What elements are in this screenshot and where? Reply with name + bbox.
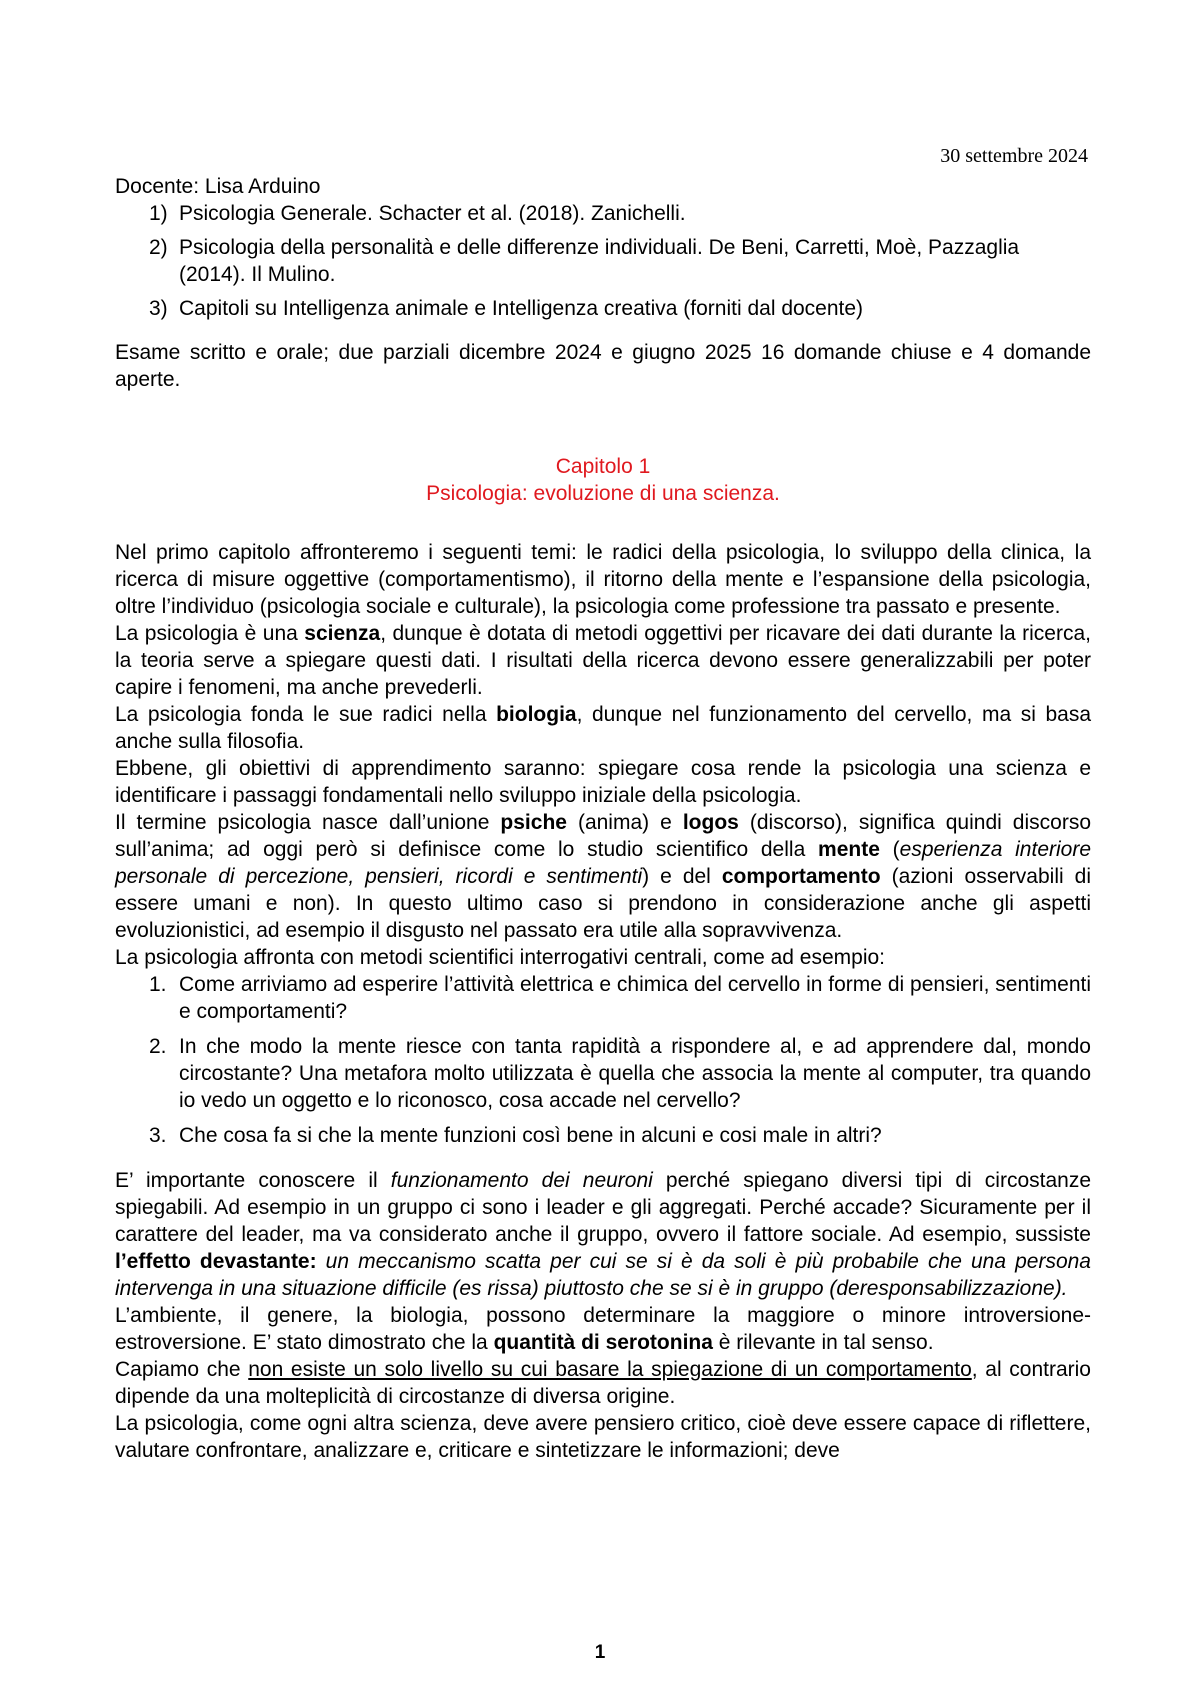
text-run: L’ambiente, il genere, la biologia, possono determinare la maggiore o minore introversione-estroversione. E’ stato dimostrato che la — [115, 1304, 1091, 1354]
bold-term: l’effetto devastante: — [115, 1250, 317, 1273]
bold-term: comportamento — [721, 865, 881, 888]
bold-term: scienza — [304, 622, 381, 645]
list-number: 1) — [149, 202, 168, 225]
list-item — [115, 234, 1091, 288]
italic-text: esperienza interiore personale di percezione, pensieri, ricordi e sentimenti — [115, 838, 1092, 888]
bold-term: psiche — [500, 811, 567, 834]
paragraph-neurons — [115, 1167, 1091, 1302]
text-run: , al contrario dipende da una molteplicità di circostanze di diversa origine. — [115, 1358, 1091, 1408]
text-run: (discorso), significa quindi discorso sull’anima; ad oggi però si definisce come lo studio scientifico della — [115, 811, 1092, 861]
list-item — [115, 1122, 1091, 1149]
list-item — [115, 200, 1091, 227]
text-run: ( — [879, 838, 900, 861]
underlined-text: non esiste un solo livello su cui basare la spiegazione di un comportamento — [248, 1358, 972, 1381]
list-number: 3) — [149, 297, 168, 320]
list-number: 1. — [149, 973, 167, 996]
document-date: 30 settembre 2024 — [940, 145, 1088, 167]
text-run: è rilevante in tal senso. — [712, 1331, 934, 1354]
teacher-line: Docente: Lisa Arduino — [115, 175, 321, 198]
text-run: (anima) e — [566, 811, 683, 834]
text-run: , dunque nel funzionamento del cervello, ma si basa anche sulla filosofia. — [115, 703, 1091, 753]
list-item — [115, 971, 1091, 1025]
page-number: 1 — [594, 1642, 606, 1663]
bold-term: mente — [818, 838, 880, 861]
list-item-text: Capitoli su Intelligenza animale e Intelligenza creativa (forniti dal docente) — [179, 297, 864, 320]
text-run: perché spiegano diversi tipi di circostanze spiegabili. Ad esempio in un gruppo ci sono i leader e gli aggregati. Perché accade? Sicuramente per il carattere del leader, ma va considerato anche il gruppo, ovvero il fattore sociale. Ad esempio, sussiste — [115, 1169, 1092, 1246]
list-item-text: In che modo la mente riesce con tanta rapidità a rispondere al, e ad apprendere dal, mondo circostante? Una metafora molto utilizzata è quella che associa la mente al computer, tra quando io vedo un oggetto e lo riconosco, cosa accade nel cervello? — [179, 1035, 1091, 1112]
bold-term: quantità di serotonina — [493, 1331, 713, 1354]
list-item — [115, 1033, 1091, 1114]
text-run: E’ importante conoscere il — [115, 1169, 391, 1192]
list-number: 2) — [149, 236, 168, 259]
list-number: 2. — [149, 1035, 167, 1058]
italic-text: un meccanismo scatta per cui se si è da soli è più probabile che una persona intervenga in una situazione difficile (es rissa) piuttosto che se si è in gruppo (deresponsabilizzazione). — [115, 1250, 1091, 1300]
paragraph-questions-intro: La psicologia affronta con metodi scientifici interrogativi centrali, come ad esempio: — [115, 946, 886, 969]
italic-text: funzionamento dei neuroni — [390, 1169, 653, 1192]
paragraph-critical-thinking: La psicologia, come ogni altra scienza, deve avere pensiero critico, cioè deve essere capace di riflettere, valutare confrontare, analizzare e, criticare e sintetizzare le informazioni; deve — [115, 1412, 1091, 1462]
paragraph-biology — [115, 701, 1091, 755]
paragraph-definition — [115, 809, 1091, 944]
paragraph-intro: Nel primo capitolo affronteremo i seguenti temi: le radici della psicologia, lo sviluppo della clinica, la ricerca di misure oggettive (comportamentismo), il ritorno della mente e l’espansione della psicologia, oltre l’individuo (psicologia sociale e culturale), la psicologia come professione tra passato e presente. — [115, 541, 1091, 618]
exam-info: Esame scritto e orale; due parziali dicembre 2024 e giugno 2025 16 domande chiuse e 4 domande aperte. — [115, 341, 1091, 391]
list-item-text: Psicologia Generale. Schacter et al. (2018). Zanichelli. — [179, 202, 686, 225]
text-run: ) e del — [642, 865, 722, 888]
list-item-text: Come arriviamo ad esperire l’attività elettrica e chimica del cervello in forme di pensieri, sentimenti e comportamenti? — [179, 973, 1091, 1023]
bold-term: biologia — [496, 703, 577, 726]
document-body — [115, 173, 1091, 1464]
chapter-title: Psicologia: evoluzione di una scienza. — [426, 482, 780, 505]
list-item-text: Psicologia della personalità e delle differenze individuali. De Beni, Carretti, Moè, Pazzaglia (2014). Il Mulino. — [179, 236, 1020, 286]
text-run: , dunque è dotata di metodi oggettivi per ricavare dei dati durante la ricerca, la teoria serve a spiegare questi dati. I risultati della ricerca devono essere generalizzabili per poter capire i fenomeni, ma anche prevederli. — [115, 622, 1091, 699]
list-item-text: Che cosa fa si che la mente funzioni così bene in alcuni e cosi male in altri? — [179, 1124, 882, 1147]
paragraph-science — [115, 620, 1091, 701]
text-run: La psicologia fonda le sue radici nella — [115, 703, 497, 726]
paragraph-levels — [115, 1356, 1091, 1410]
bold-term: logos — [682, 811, 739, 834]
paragraph-serotonin — [115, 1302, 1091, 1356]
paragraph-objectives: Ebbene, gli obiettivi di apprendimento saranno: spiegare cosa rende la psicologia una scienza e identificare i passaggi fondamentali nello sviluppo iniziale della psicologia. — [115, 757, 1091, 807]
textbook-list — [115, 200, 1091, 322]
chapter-label: Capitolo 1 — [555, 455, 651, 478]
questions-list — [115, 971, 1091, 1149]
text-run: La psicologia è una — [115, 622, 305, 645]
text-run: Capiamo che — [115, 1358, 249, 1381]
list-number: 3. — [149, 1124, 167, 1147]
list-item — [115, 295, 1091, 322]
text-run: Il termine psicologia nasce dall’unione — [115, 811, 501, 834]
text-run: (azioni osservabili di essere umani e non). In questo ultimo caso si prendono in considerazione anche gli aspetti evoluzionistici, ad esempio il disgusto nel passato era utile alla sopravvivenza. — [115, 865, 1091, 942]
